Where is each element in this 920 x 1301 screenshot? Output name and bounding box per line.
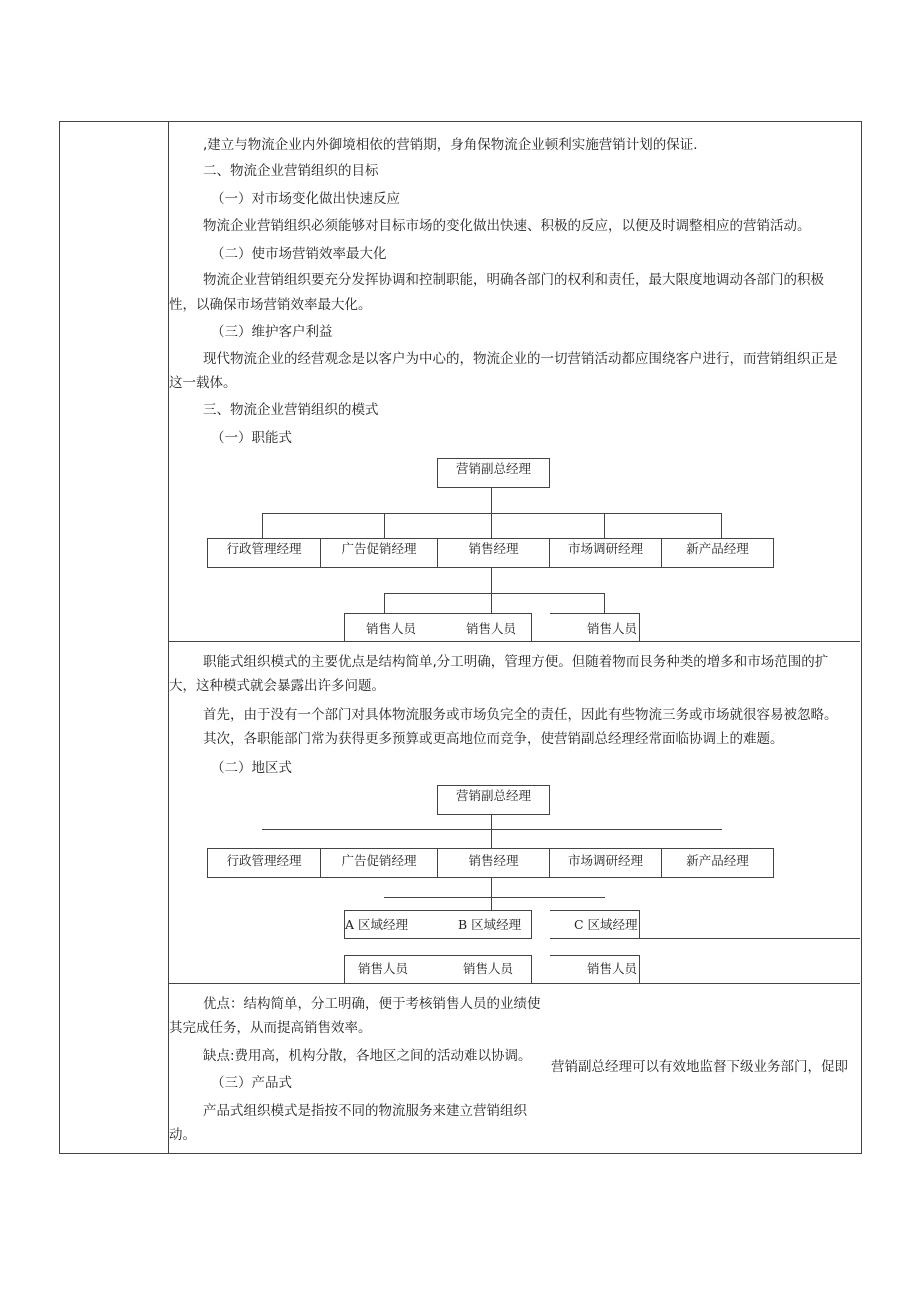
chart1-sales-frame	[344, 613, 532, 614]
para-functional-pros-2: 大，这种模式就会暴露出许多问题。	[169, 678, 385, 694]
heading-goals: 二、物流企业营销组织的目标	[203, 163, 379, 179]
column-divider	[168, 121, 169, 1153]
chart2-dept-newproduct: 新产品经理	[661, 848, 774, 878]
subheading-functional: （一）职能式	[211, 430, 292, 446]
para-customer-2: 这一载体。	[169, 375, 237, 391]
chart2-salesperson: 销售人员	[463, 961, 514, 976]
chart2-region-frame	[550, 938, 860, 939]
para-product-1: 产品式组织模式是指按不同的物流服务来建立营销组织	[203, 1103, 527, 1119]
chart1-dept-sales: 销售经理	[437, 538, 550, 568]
chart1-connector	[384, 593, 605, 594]
chart2-region-frame	[639, 910, 640, 938]
para-customer-1: 现代物流企业的经营观念是以客户为中心的，物流企业的一切营销活动都应围绕客户进行，而营销组织正是	[203, 351, 838, 367]
chart1-connector	[491, 568, 492, 614]
chart2-connector	[384, 897, 605, 898]
chart1-connector	[262, 513, 722, 514]
chart2-sales-frame	[344, 955, 345, 983]
para-regional-pros-1: 优点：结构简单，分工明确，便于考核销售人员的业绩使	[203, 996, 541, 1012]
chart1-salesperson: 销售人员	[366, 621, 417, 636]
chart1-connector	[384, 513, 385, 539]
para-regional-pros-2: 其完成任务，从而提高销售效率。	[169, 1020, 372, 1036]
chart2-top-box: 营销副总经理	[437, 785, 550, 815]
para-efficiency-1: 物流企业营销组织要充分发挥协调和控制职能，明确各部门的权利和责任，最大限度地调动各部门的积极	[203, 272, 824, 288]
chart2-sales-frame	[344, 955, 532, 956]
subheading-regional: （二）地区式	[211, 760, 292, 776]
chart1-sales-frame	[550, 613, 640, 614]
row-divider-2	[168, 983, 860, 984]
chart1-connector	[721, 513, 722, 539]
chart2-region-frame	[344, 910, 532, 911]
chart2-connector	[491, 815, 492, 849]
chart2-sales-frame	[639, 955, 640, 983]
para-intro: ,建立与物流企业内外御境相依的营销期，身角保物流企业顿利实施营销计划的保证.	[203, 137, 698, 153]
chart1-connector	[604, 513, 605, 539]
chart2-region-frame	[550, 910, 640, 911]
chart1-dept-admin: 行政管理经理	[207, 538, 321, 568]
chart2-dept-research: 市场调研经理	[549, 848, 662, 878]
chart2-connector	[262, 829, 722, 830]
chart2-connector	[491, 878, 492, 910]
para-product-2: 动。	[169, 1127, 196, 1143]
chart2-sales-frame	[531, 955, 532, 983]
chart2-salesperson: 销售人员	[358, 961, 409, 976]
para-fast-response: 物流企业营销组织必须能够对目标市场的变化做出快速、积极的反应，以便及时调整相应的营销活动。	[203, 218, 811, 234]
chart2-dept-promo: 广告促销经理	[320, 848, 438, 878]
chart1-connector	[262, 513, 263, 539]
chart2-region-a: A 区域经理	[345, 917, 409, 932]
para-side-note: 营销副总经理可以有效地监督下级业务部门，促即	[551, 1059, 848, 1075]
para-regional-cons: 缺点:费用高，机构分散，各地区之间的活动难以协调。	[203, 1048, 532, 1064]
chart2-region-c: C 区域经理	[574, 917, 638, 932]
chart1-dept-promo: 广告促销经理	[320, 538, 438, 568]
chart2-dept-sales: 销售经理	[437, 848, 550, 878]
para-first: 首先，由于没有一个部门对具体物流服务或市场负完全的责任，因此有些物流三务或市场就很容易被忽略。	[203, 707, 838, 723]
chart1-top-box: 营销副总经理	[437, 458, 550, 488]
chart1-salesperson: 销售人员	[587, 621, 638, 636]
chart1-dept-newproduct: 新产品经理	[661, 538, 774, 568]
subheading-efficiency: （二）使市场营销效率最大化	[211, 246, 387, 262]
chart2-region-frame	[344, 938, 532, 939]
chart1-salesperson: 销售人员	[466, 621, 517, 636]
para-functional-pros-1: 职能式组织模式的主要优点是结构简单,分工明确，管理方便。但随着物而艮务种类的增多和市场范围的扩	[203, 654, 829, 670]
subheading-fast-response: （一）对市场变化做出快速反应	[211, 191, 400, 207]
chart2-sales-frame	[550, 955, 640, 956]
subheading-product: （三）产品式	[211, 1075, 292, 1091]
chart1-connector	[604, 593, 605, 613]
chart1-sales-frame	[344, 613, 345, 641]
chart1-dept-research: 市场调研经理	[549, 538, 662, 568]
chart1-sales-frame	[531, 613, 532, 641]
subheading-customer: （三）维护客户利益	[211, 324, 333, 340]
para-efficiency-2: 性，以确保市场营销效率最大化。	[169, 297, 372, 313]
chart1-connector	[384, 593, 385, 613]
row-divider-1	[168, 641, 860, 642]
chart2-region-frame	[531, 910, 532, 938]
chart2-region-b: B 区域经理	[458, 917, 522, 932]
chart1-sales-frame	[639, 613, 640, 641]
para-second: 其次，各职能部门常为获得更多预算或更高地位而竞争，使营销副总经理经常面临协调上的难题。	[203, 731, 784, 747]
chart2-salesperson: 销售人员	[587, 961, 638, 976]
heading-models: 三、物流企业营销组织的模式	[203, 402, 379, 418]
chart2-dept-admin: 行政管理经理	[207, 848, 321, 878]
